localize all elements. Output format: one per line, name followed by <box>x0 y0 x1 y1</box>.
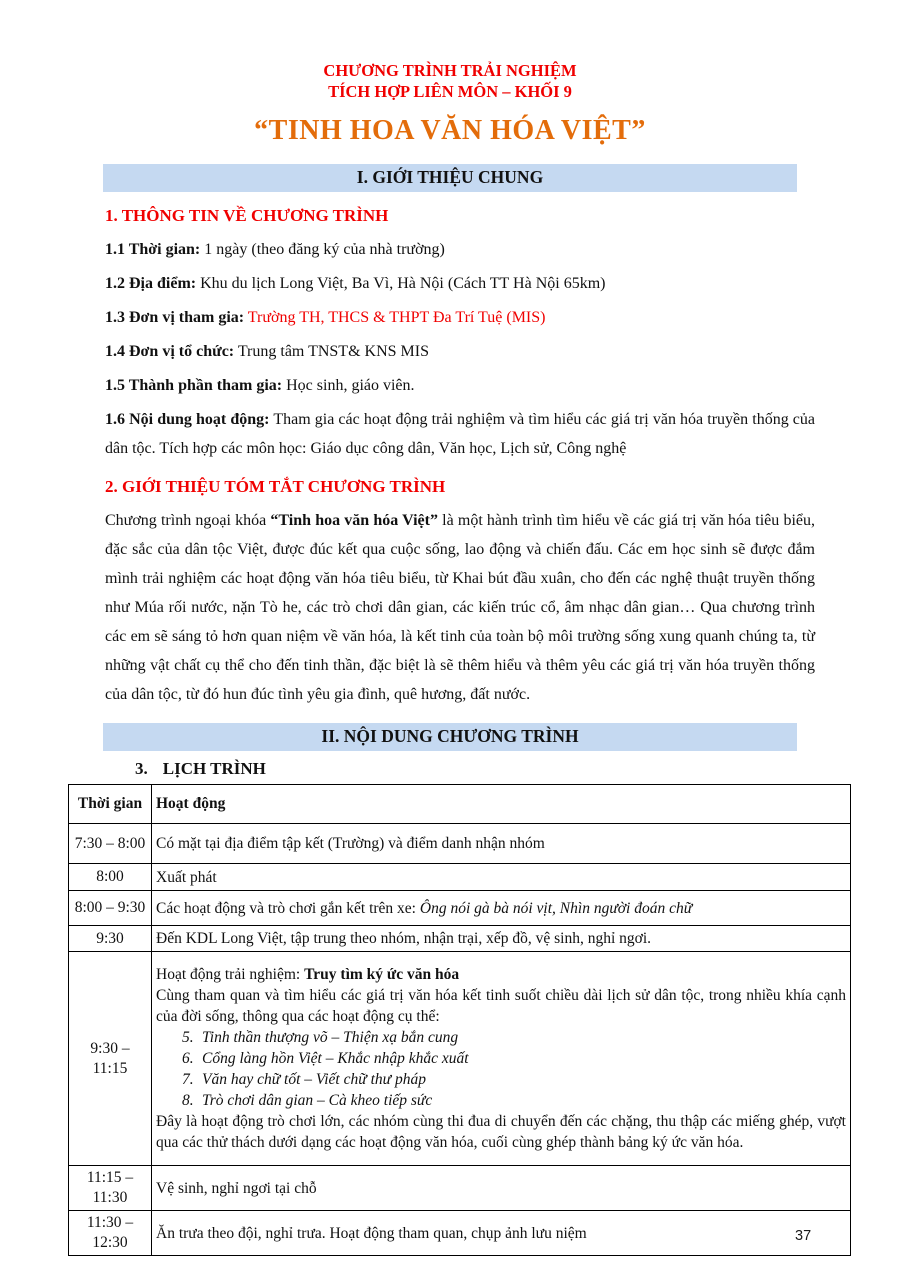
section-banner-gioi-thieu-chung: I. GIỚI THIỆU CHUNG <box>103 164 797 192</box>
info-label: 1.5 Thành phần tham gia: <box>105 377 283 394</box>
info-value: Khu du lịch Long Việt, Ba Vì, Hà Nội (Cách TT Hà Nội 65km) <box>196 275 606 292</box>
table-row <box>69 1211 851 1256</box>
program-subtitle-line1: CHƯƠNG TRÌNH TRẢI NGHIỆM <box>323 61 577 80</box>
section-banner-noi-dung-chuong-trinh: II. NỘI DUNG CHƯƠNG TRÌNH <box>103 723 797 751</box>
time-cell: 8:00 <box>69 864 152 891</box>
table-row-experience <box>69 952 851 1166</box>
info-label: 1.4 Đơn vị tổ chức: <box>105 343 235 360</box>
info-item-noi-dung <box>105 405 815 463</box>
schedule-header-row <box>69 785 851 824</box>
activity-text: Các hoạt động và trò chơi gắn kết trên xe: <box>156 899 420 917</box>
time-cell: 8:00 – 9:30 <box>69 891 152 926</box>
activity-cell: Vệ sinh, nghỉ ngơi tại chỗ <box>152 1166 851 1211</box>
experience-description: Cùng tham quan và tìm hiểu các giá trị văn hóa kết tinh suốt chiều dài lịch sử dân tộc, trong nhiều khía cạnh của đời sống, thông qua các hoạt động cụ thể: <box>156 987 846 1025</box>
list-item: 8. Trò chơi dân gian – Cà kheo tiếp sức <box>182 1092 433 1109</box>
heading-thong-tin-chuong-trinh: 1. THÔNG TIN VỀ CHƯƠNG TRÌNH <box>105 206 389 225</box>
info-label: 1.1 Thời gian: <box>105 241 201 258</box>
info-item-thoi-gian <box>105 235 815 264</box>
time-cell: 9:30 – 11:15 <box>69 952 152 1166</box>
heading-label: LỊCH TRÌNH <box>162 759 266 778</box>
info-value-school: Trường TH, THCS & THPT Đa Trí Tuệ (MIS) <box>244 309 546 326</box>
time-cell: 11:30 – 12:30 <box>69 1211 152 1256</box>
info-value: Học sinh, giáo viên. <box>282 377 415 394</box>
activity-cell: Ăn trưa theo đội, nghỉ trưa. Hoạt động tham quan, chụp ảnh lưu niệm <box>152 1211 851 1256</box>
summary-body: là một hành trình tìm hiểu về các giá trị văn hóa tiêu biểu, đặc sắc của dân tộc Việt, được đúc kết qua cuộc sống, lao động và chiến đấu. Các em học sinh sẽ được đắm mình trải nghiệm các hoạt động văn hóa tiêu biểu, từ Khai bút đầu xuân, cho đến các nghệ thuật truyền thống như Múa rối nước, nặn Tò he, các trò chơi dân gian, các kiến trúc cổ, âm nhạc dân gian… Qua chương trình các em sẽ sáng tỏ hơn quan niệm về văn hóa, là kết tinh của toàn bộ môi trường sống xung quanh chúng ta, từ những vật chất cụ thể cho đến tinh thần, đặc biệt là sẽ thêm hiểu và thêm yêu các giá trị văn hóa truyền thống của dân tộc, từ đó hun đúc tình yêu gia đình, quê hương, đất nước. <box>105 512 815 703</box>
info-value: Trung tâm TNST& KNS MIS <box>234 343 429 360</box>
experience-intro-label: Hoạt động trải nghiệm: <box>156 966 305 983</box>
col-header-time: Thời gian <box>69 785 152 824</box>
activity-cell <box>152 891 851 926</box>
summary-program-name: “Tinh hoa văn hóa Việt” <box>270 512 438 529</box>
experience-activity-list <box>156 1027 846 1111</box>
info-item-thanh-phan <box>105 371 815 400</box>
info-value: Tham gia các hoạt động trải nghiệm và tìm hiểu các giá trị văn hóa truyền thống của dân tộc. Tích hợp các môn học: Giáo dục công dân, Văn học, Lịch sử, Công nghệ <box>105 411 816 457</box>
list-item: 6. Cổng làng hồn Việt – Khắc nhập khắc xuất <box>182 1050 469 1067</box>
summary-prefix: Chương trình ngoại khóa <box>105 512 271 529</box>
list-item: 5. Tinh thần thượng võ – Thiện xạ bắn cung <box>182 1029 459 1046</box>
heading-lich-trinh <box>135 758 900 780</box>
page-number: 37 <box>795 1228 812 1244</box>
heading-number: 3. <box>135 759 148 778</box>
table-row <box>69 891 851 926</box>
time-cell: 9:30 <box>69 926 152 952</box>
table-row <box>69 926 851 952</box>
activity-cell: Có mặt tại địa điểm tập kết (Trường) và điểm danh nhận nhóm <box>152 824 851 864</box>
info-value: 1 ngày (theo đăng ký của nhà trường) <box>200 241 445 258</box>
activity-cell: Đến KDL Long Việt, tập trung theo nhóm, nhận trại, xếp đồ, vệ sinh, nghỉ ngơi. <box>152 926 851 952</box>
info-item-don-vi-to-chuc <box>105 337 815 366</box>
program-summary-paragraph <box>105 506 815 709</box>
page-title: “TINH HOA VĂN HÓA VIỆT” <box>254 115 646 146</box>
info-label: 1.2 Địa điểm: <box>105 275 197 292</box>
experience-title: Truy tìm ký ức văn hóa <box>304 966 460 983</box>
activity-cell: Xuất phát <box>152 864 851 891</box>
heading-gioi-thieu-tom-tat: 2. GIỚI THIỆU TÓM TẮT CHƯƠNG TRÌNH <box>105 477 446 496</box>
table-row <box>69 864 851 891</box>
list-item: 7. Văn hay chữ tốt – Viết chữ thư pháp <box>182 1071 426 1088</box>
table-row <box>69 1166 851 1211</box>
experience-outro: Đây là hoạt động trò chơi lớn, các nhóm cùng thi đua di chuyển đến các chặng, thu thập các miếng ghép, vượt qua các thử thách dưới dạng các hoạt động văn hóa, cuối cùng ghép thành bảng ký ức văn hóa. <box>156 1113 846 1151</box>
info-item-don-vi-tham-gia <box>105 303 815 332</box>
experience-intro <box>156 964 846 985</box>
program-subtitle-line2: TÍCH HỢP LIÊN MÔN – KHỐI 9 <box>328 82 572 101</box>
schedule-table <box>68 784 851 1256</box>
info-label: 1.6 Nội dung hoạt động: <box>105 411 270 428</box>
time-cell: 11:15 – 11:30 <box>69 1166 152 1211</box>
activity-games-italic: Ông nói gà bà nói vịt, Nhìn người đoán chữ <box>419 899 693 917</box>
activity-cell <box>152 952 851 1166</box>
col-header-activity: Hoạt động <box>152 785 851 824</box>
time-cell: 7:30 – 8:00 <box>69 824 152 864</box>
info-label: 1.3 Đơn vị tham gia: <box>105 309 245 326</box>
document-header <box>0 0 900 148</box>
table-row <box>69 824 851 864</box>
info-item-dia-diem <box>105 269 815 298</box>
